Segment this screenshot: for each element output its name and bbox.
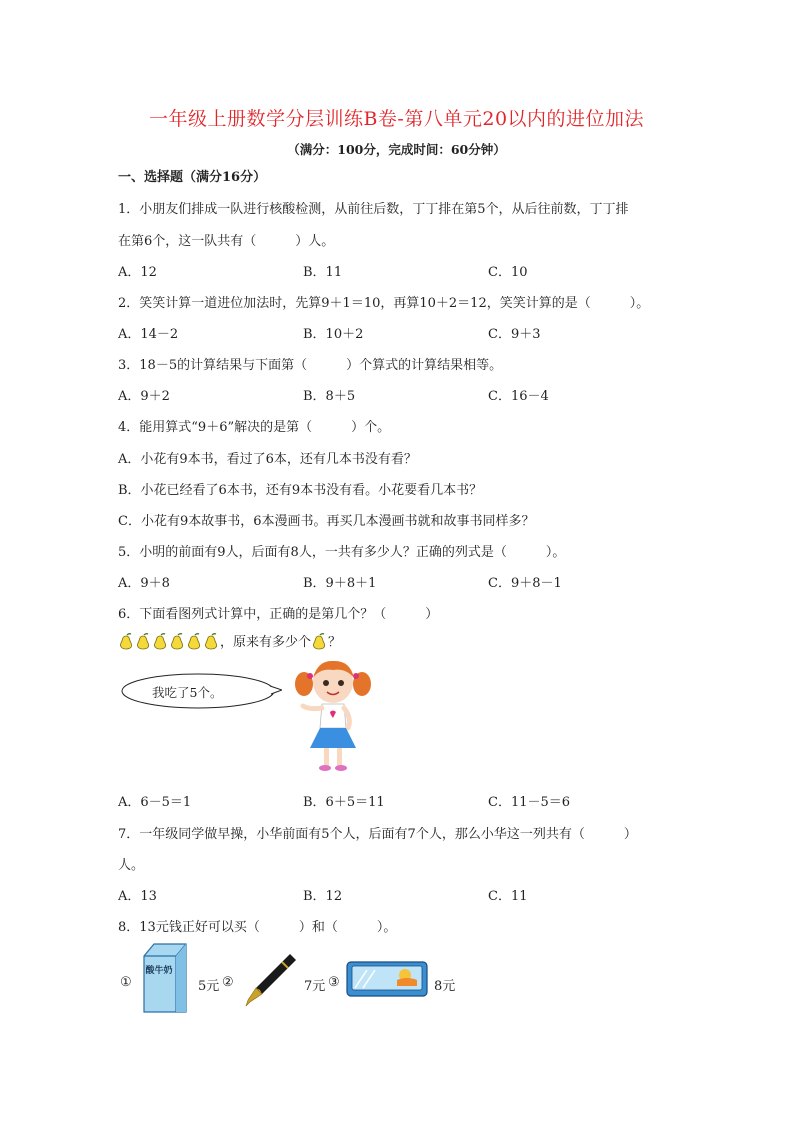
q2-option-a: A．14－2 <box>118 327 179 342</box>
pear-icon <box>311 632 327 650</box>
q8-items-row <box>118 940 478 1015</box>
q5-option-a: A．9＋8 <box>118 576 170 591</box>
q1-option-b: B．11 <box>303 265 343 280</box>
page-title: 一年级上册数学分层训练B卷-第八单元20以内的进位加法 <box>148 108 645 130</box>
speech-bubble-text: 我吃了5个。 <box>152 685 223 700</box>
question-5-line-1: 5．小明的前面有9人，后面有8人，一共有多少人？正确的列式是（ ）。 <box>118 545 566 560</box>
question-7-line-1: 7．一年级同学做早操，小华前面有5个人，后面有7个人，那么小华这一列共有（ ） <box>118 827 637 842</box>
q3-option-c: C．16－4 <box>488 389 549 404</box>
question-3-line-1: 3．18－5的计算结果与下面第（ ）个算式的计算结果相等。 <box>118 358 503 373</box>
q1-option-a: A．12 <box>118 265 157 280</box>
q6-option-a: A．6－5＝1 <box>118 795 192 810</box>
question-8-line-1: 8．13元钱正好可以买（ ）和（ ）。 <box>118 920 397 935</box>
q6-option-b: B．6＋5＝11 <box>303 795 385 810</box>
pear-icon <box>186 632 202 650</box>
q5-option-c: C．9＋8－1 <box>488 576 562 591</box>
item-2-price: 7元 <box>304 979 326 994</box>
milk-carton-illustration <box>140 942 190 1014</box>
q7-option-c: C．11 <box>488 889 528 904</box>
pear-icon <box>152 632 168 650</box>
item-1-number: ① <box>120 975 132 990</box>
pear-prompt-end: ？ <box>328 635 342 650</box>
q5-option-b: B．9＋8＋1 <box>303 576 377 591</box>
q7-option-b: B．12 <box>303 889 343 904</box>
q1-option-c: C．10 <box>488 265 528 280</box>
fountain-pen-illustration <box>240 950 298 1008</box>
q7-option-a: A．13 <box>118 889 157 904</box>
q4-option-a: A．小花有9本书，看过了6本，还有几本书没有看？ <box>118 452 417 467</box>
item-3-price: 8元 <box>434 979 456 994</box>
pear-prompt-row <box>118 631 341 650</box>
page-subtitle: （满分：100分，完成时间：60分钟） <box>287 142 506 157</box>
pear-prompt-text: ，原来有多少个 <box>220 635 312 650</box>
question-6-line-1: 6．下面看图列式计算中，正确的是第几个？（ ） <box>118 607 439 622</box>
pear-icon <box>135 632 151 650</box>
item-2-number: ② <box>222 975 234 990</box>
q3-option-a: A．9＋2 <box>118 389 170 404</box>
item-1-price: 5元 <box>198 979 220 994</box>
q2-option-b: B．10＋2 <box>303 327 364 342</box>
q4-option-b: B．小花已经看了6本书，还有9本书没有看。小花要看几本书？ <box>118 483 483 498</box>
question-1-line-2: 在第6个，这一队共有（ ）人。 <box>118 234 335 249</box>
q6-option-c: C．11－5＝6 <box>488 795 571 810</box>
q3-option-b: B．8＋5 <box>303 389 356 404</box>
section-heading: 一、选择题（满分16分） <box>118 170 267 185</box>
q2-option-c: C．9＋3 <box>488 327 541 342</box>
pear-icon <box>203 632 219 650</box>
question-1-line-1: 1．小朋友们排成一队进行核酸检测，从前往后数，丁丁排在第5个，从后往前数，丁丁排 <box>118 202 629 217</box>
pear-icon <box>169 632 185 650</box>
pear-icon <box>118 632 134 650</box>
milk-carton-label: 酸牛奶 <box>145 966 173 976</box>
q4-option-c: C．小花有9本故事书，6本漫画书。再买几本漫画书就和故事书同样多？ <box>118 514 535 529</box>
question-2-line-1: 2．笑笑计算一道进位加法时，先算9＋1＝10，再算10＋2＝12，笑笑计算的是（ ）。 <box>118 296 650 311</box>
pencil-case-illustration <box>345 958 429 1000</box>
question-7-line-2: 人。 <box>118 858 145 873</box>
item-3-number: ③ <box>328 975 340 990</box>
question-4-line-1: 4．能用算式“9＋6”解决的是第（ ）个。 <box>118 420 391 435</box>
girl-illustration <box>290 656 374 774</box>
